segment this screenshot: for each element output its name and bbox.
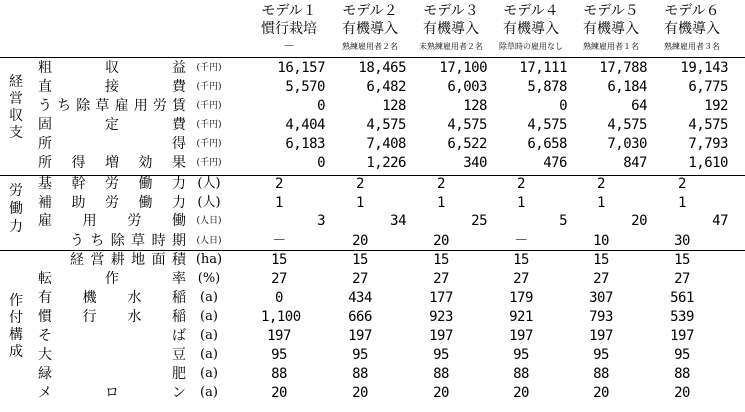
table-cell: 476 bbox=[543, 155, 567, 171]
row-label: 所 得 増 効 果 bbox=[38, 155, 186, 171]
row-label: 固 定 費 bbox=[38, 117, 186, 133]
row-unit: (千円) bbox=[196, 101, 222, 111]
row-unit: (a) bbox=[200, 347, 218, 362]
model-note-2: 熟練雇用者２名 bbox=[342, 42, 398, 51]
table-cell: 15 bbox=[674, 252, 690, 268]
table-cell: 666 bbox=[348, 309, 372, 325]
table-cell: 95 bbox=[433, 347, 449, 363]
model-type-2: 有機導入 bbox=[342, 21, 398, 37]
table-cell: 4,575 bbox=[688, 117, 728, 133]
row-label: 大 豆 bbox=[38, 347, 186, 363]
table-cell: 1 bbox=[517, 195, 525, 211]
table-cell: 88 bbox=[513, 366, 529, 382]
table-cell: 7,793 bbox=[688, 136, 728, 152]
table-cell: 5 bbox=[559, 213, 567, 229]
row-unit: (人日) bbox=[196, 236, 222, 246]
table-cell: 15 bbox=[513, 252, 529, 268]
table-cell: 921 bbox=[509, 309, 533, 325]
row-unit: (千円) bbox=[196, 82, 222, 92]
table-cell: 847 bbox=[623, 155, 647, 171]
table-cell: 64 bbox=[631, 98, 647, 114]
model-note-5: 熟練雇用者１名 bbox=[583, 42, 639, 51]
table-cell: 2 bbox=[356, 176, 364, 192]
table-cell: 2 bbox=[678, 176, 686, 192]
row-unit: (a) bbox=[200, 309, 218, 324]
table-cell: 2 bbox=[437, 176, 445, 192]
table-cell: － bbox=[272, 233, 286, 249]
table-cell: 10 bbox=[593, 233, 609, 249]
row-label: メ ロ ン bbox=[38, 385, 186, 401]
model-note-1: － bbox=[282, 39, 295, 53]
model-title-3: モデル３ bbox=[423, 3, 479, 19]
table-cell: 192 bbox=[704, 98, 728, 114]
row-unit: (千円) bbox=[196, 139, 222, 149]
table-cell: 307 bbox=[589, 290, 613, 306]
table-cell: 434 bbox=[348, 290, 372, 306]
table-cell: 95 bbox=[271, 347, 287, 363]
table-cell: 27 bbox=[271, 271, 287, 287]
table-cell: 27 bbox=[433, 271, 449, 287]
row-unit: (千円) bbox=[196, 63, 222, 73]
section-label-cropping: 作付構成 bbox=[9, 293, 23, 360]
row-label: 経 営 耕 地 面 積 bbox=[70, 252, 186, 268]
table-cell: 20 bbox=[433, 233, 449, 249]
table-cell: 19,143 bbox=[680, 60, 728, 76]
table-cell: 561 bbox=[670, 290, 694, 306]
table-cell: 15 bbox=[593, 252, 609, 268]
table-cell: 18,465 bbox=[358, 60, 406, 76]
table-cell: 95 bbox=[513, 347, 529, 363]
table-cell: 6,184 bbox=[607, 79, 647, 95]
row-label: 所 得 bbox=[38, 136, 186, 152]
table-cell: 1,100 bbox=[261, 309, 301, 325]
table-cell: 6,775 bbox=[688, 79, 728, 95]
table-cell: 0 bbox=[317, 155, 325, 171]
table-cell: 5,570 bbox=[285, 79, 325, 95]
table-cell: 88 bbox=[433, 366, 449, 382]
table-cell: 1,610 bbox=[688, 155, 728, 171]
table-cell: 15 bbox=[433, 252, 449, 268]
table-cell: 88 bbox=[593, 366, 609, 382]
model-type-1: 慣行栽培 bbox=[261, 21, 317, 37]
row-label: 直 接 費 bbox=[38, 79, 186, 95]
table-cell: 1,226 bbox=[366, 155, 406, 171]
table-cell: 16,157 bbox=[277, 60, 325, 76]
table-cell: 88 bbox=[271, 366, 287, 382]
table-cell: 88 bbox=[352, 366, 368, 382]
table-cell: 197 bbox=[429, 328, 453, 344]
table-cell: 25 bbox=[471, 213, 487, 229]
table-cell: 27 bbox=[352, 271, 368, 287]
table-cell: 6,522 bbox=[447, 136, 487, 152]
model-title-4: モデル４ bbox=[503, 3, 559, 19]
table-cell: 6,658 bbox=[527, 136, 567, 152]
table-cell: 20 bbox=[271, 385, 287, 401]
table-cell: 27 bbox=[513, 271, 529, 287]
row-label: 補 助 労 働 力 bbox=[38, 195, 186, 211]
model-type-5: 有機導入 bbox=[583, 21, 639, 37]
table-cell: 0 bbox=[275, 290, 283, 306]
table-cell: 20 bbox=[352, 233, 368, 249]
table-cell: 197 bbox=[509, 328, 533, 344]
table-cell: 2 bbox=[597, 176, 605, 192]
row-unit: (千円) bbox=[196, 120, 222, 130]
row-unit: (千円) bbox=[196, 158, 222, 168]
table-cell: 4,575 bbox=[447, 117, 487, 133]
row-label: そ ば bbox=[38, 328, 186, 344]
header-divider bbox=[0, 57, 745, 58]
model-title-6: モデル６ bbox=[664, 3, 720, 19]
table-cell: 6,482 bbox=[366, 79, 406, 95]
table-cell: 15 bbox=[352, 252, 368, 268]
table-cell: 6,183 bbox=[285, 136, 325, 152]
table-cell: 17,111 bbox=[519, 60, 567, 76]
row-label: 有 機 水 稲 bbox=[38, 290, 186, 306]
table-cell: 2 bbox=[275, 176, 283, 192]
table-cell: 1 bbox=[678, 195, 686, 211]
table-cell: 4,575 bbox=[607, 117, 647, 133]
table-cell: 20 bbox=[513, 385, 529, 401]
table-cell: 95 bbox=[674, 347, 690, 363]
table-cell: 0 bbox=[559, 98, 567, 114]
section-label-management: 経営収支 bbox=[9, 74, 23, 141]
table-cell: 128 bbox=[382, 98, 406, 114]
table-cell: 95 bbox=[352, 347, 368, 363]
table-cell: 20 bbox=[593, 385, 609, 401]
table-cell: 0 bbox=[317, 98, 325, 114]
row-label: う ち 除 草 雇 用 労 賃 bbox=[38, 98, 186, 114]
row-label: 慣 行 水 稲 bbox=[38, 309, 186, 325]
table-cell: 923 bbox=[429, 309, 453, 325]
table-cell: 340 bbox=[463, 155, 487, 171]
table-cell: 27 bbox=[593, 271, 609, 287]
table-cell: 20 bbox=[674, 385, 690, 401]
table-cell: 197 bbox=[348, 328, 372, 344]
model-note-6: 熟練雇用者３名 bbox=[664, 42, 720, 51]
table-cell: 20 bbox=[631, 213, 647, 229]
table-cell: 4,404 bbox=[285, 117, 325, 133]
table-cell: 177 bbox=[429, 290, 453, 306]
row-label: 粗 収 益 bbox=[38, 60, 186, 76]
row-unit: (ha) bbox=[195, 252, 223, 267]
row-label: 基 幹 労 働 力 bbox=[38, 176, 186, 192]
row-label: 雇 用 労 働 bbox=[38, 213, 186, 229]
row-unit: (人) bbox=[197, 176, 221, 191]
table-cell: 179 bbox=[509, 290, 533, 306]
table-cell: 47 bbox=[712, 213, 728, 229]
model-type-6: 有機導入 bbox=[664, 21, 720, 37]
row-unit: (人日) bbox=[196, 216, 222, 226]
table-cell: 95 bbox=[593, 347, 609, 363]
table-cell: 4,575 bbox=[527, 117, 567, 133]
table-cell: 2 bbox=[517, 176, 525, 192]
table-cell: 30 bbox=[674, 233, 690, 249]
table-cell: 1 bbox=[275, 195, 283, 211]
table-cell: 17,788 bbox=[599, 60, 647, 76]
row-label: 緑 肥 bbox=[38, 366, 186, 382]
row-label: 転 作 率 bbox=[38, 271, 186, 287]
section-label-labor: 労働力 bbox=[9, 183, 23, 235]
table-cell: 7,408 bbox=[366, 136, 406, 152]
table-cell: 7,030 bbox=[607, 136, 647, 152]
row-unit: (a) bbox=[200, 385, 218, 400]
row-unit: (a) bbox=[200, 328, 218, 343]
section-divider-cropping bbox=[0, 250, 745, 251]
table-cell: 197 bbox=[670, 328, 694, 344]
model-title-1: モデル１ bbox=[261, 3, 317, 19]
table-cell: － bbox=[514, 233, 528, 249]
table-cell: 1 bbox=[597, 195, 605, 211]
table-cell: 1 bbox=[437, 195, 445, 211]
table-cell: 1 bbox=[356, 195, 364, 211]
table-cell: 88 bbox=[674, 366, 690, 382]
table-cell: 6,003 bbox=[447, 79, 487, 95]
table-cell: 5,878 bbox=[527, 79, 567, 95]
row-label: う ち 除 草 時 期 bbox=[70, 233, 186, 249]
table-cell: 793 bbox=[589, 309, 613, 325]
table-cell: 3 bbox=[317, 213, 325, 229]
table-cell: 27 bbox=[674, 271, 690, 287]
table-cell: 34 bbox=[390, 213, 406, 229]
model-type-4: 有機導入 bbox=[503, 21, 559, 37]
table-cell: 197 bbox=[589, 328, 613, 344]
table-cell: 197 bbox=[267, 328, 291, 344]
row-unit: (人) bbox=[197, 195, 221, 210]
table-cell: 539 bbox=[670, 309, 694, 325]
model-type-3: 有機導入 bbox=[423, 21, 479, 37]
model-title-2: モデル２ bbox=[342, 3, 398, 19]
row-unit: (a) bbox=[200, 290, 218, 305]
table-cell: 128 bbox=[463, 98, 487, 114]
table-cell: 20 bbox=[352, 385, 368, 401]
table-cell: 4,575 bbox=[366, 117, 406, 133]
table-cell: 17,100 bbox=[439, 60, 487, 76]
model-title-5: モデル５ bbox=[583, 3, 639, 19]
model-note-3: 未熟練雇用者２名 bbox=[419, 42, 483, 51]
row-unit: (a) bbox=[200, 366, 218, 381]
row-unit: (%) bbox=[197, 271, 221, 286]
model-note-4: 除草時の雇用なし bbox=[499, 42, 563, 51]
table-cell: 15 bbox=[271, 252, 287, 268]
table-cell: 20 bbox=[433, 385, 449, 401]
